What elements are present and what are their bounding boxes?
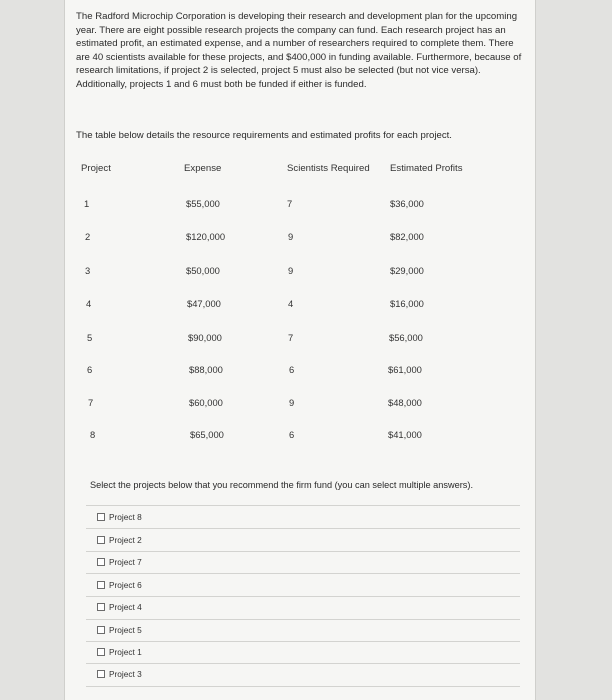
- table-intro: The table below details the resource requirements and estimated profits for each project.: [76, 130, 452, 141]
- divider: [86, 505, 520, 506]
- divider: [86, 528, 520, 529]
- option-label: Project 8: [109, 512, 142, 522]
- checkbox[interactable]: [97, 626, 105, 634]
- divider: [86, 641, 520, 642]
- option-label: Project 5: [109, 625, 142, 635]
- option-project-1[interactable]: [97, 645, 142, 659]
- cell-scientists: 6: [289, 429, 295, 440]
- header-profits: Estimated Profits: [390, 163, 463, 174]
- option-project-4[interactable]: [97, 600, 142, 614]
- divider: [86, 573, 520, 574]
- cell-project: 6: [87, 364, 93, 375]
- cell-scientists: 9: [288, 265, 294, 276]
- option-project-3[interactable]: [97, 667, 142, 681]
- header-project: Project: [81, 163, 111, 174]
- option-project-2[interactable]: [97, 533, 142, 547]
- cell-expense: $65,000: [190, 429, 224, 440]
- cell-project: 2: [85, 231, 91, 242]
- cell-profit: $56,000: [389, 332, 423, 343]
- cell-project: 4: [86, 298, 92, 309]
- checkbox[interactable]: [97, 536, 105, 544]
- checkbox[interactable]: [97, 558, 105, 566]
- checkbox[interactable]: [97, 513, 105, 521]
- checkbox[interactable]: [97, 603, 105, 611]
- divider: [86, 663, 520, 664]
- cell-profit: $48,000: [388, 397, 422, 408]
- option-label: Project 6: [109, 580, 142, 590]
- cell-expense: $88,000: [189, 364, 223, 375]
- cell-expense: $90,000: [188, 332, 222, 343]
- cell-project: 3: [85, 265, 91, 276]
- cell-profit: $16,000: [390, 298, 424, 309]
- option-label: Project 3: [109, 669, 142, 679]
- cell-expense: $47,000: [187, 298, 221, 309]
- document-page: [64, 0, 536, 700]
- cell-profit: $29,000: [390, 265, 424, 276]
- cell-project: 1: [84, 198, 90, 209]
- cell-project: 8: [90, 429, 96, 440]
- header-expense: Expense: [184, 163, 222, 174]
- cell-scientists: 6: [289, 364, 295, 375]
- problem-description: The Radford Microchip Corporation is developing their research and development plan for the upcoming year. There are eight possible research projects the company can fund. Each research project has an estimated profit, an estimated expense, and a number of researchers required to complete them. There are 40 scientists available for these projects, and $400,000 in funding available. Furthermore, because of research limitations, if project 2 is selected, project 5 must also be selected (but not vice versa). Additionally, projects 1 and 6 must both be funded if either is funded.: [76, 11, 522, 90]
- question-prompt: Select the projects below that you recommend the firm fund (you can select multiple answers).: [90, 480, 473, 490]
- cell-project: 7: [88, 397, 94, 408]
- option-project-8[interactable]: [97, 510, 142, 524]
- cell-scientists: 9: [288, 231, 294, 242]
- checkbox[interactable]: [97, 670, 105, 678]
- cell-scientists: 7: [287, 198, 293, 209]
- option-label: Project 7: [109, 557, 142, 567]
- cell-project: 5: [87, 332, 93, 343]
- option-label: Project 1: [109, 647, 142, 657]
- option-project-7[interactable]: [97, 555, 142, 569]
- cell-profit: $41,000: [388, 429, 422, 440]
- checkbox[interactable]: [97, 581, 105, 589]
- divider: [86, 686, 520, 687]
- option-label: Project 4: [109, 602, 142, 612]
- cell-expense: $120,000: [186, 231, 226, 242]
- option-project-5[interactable]: [97, 623, 142, 637]
- option-project-6[interactable]: [97, 578, 142, 592]
- cell-scientists: 7: [288, 332, 294, 343]
- divider: [86, 551, 520, 552]
- option-label: Project 2: [109, 535, 142, 545]
- checkbox[interactable]: [97, 648, 105, 656]
- divider: [86, 619, 520, 620]
- cell-expense: $60,000: [189, 397, 223, 408]
- cell-profit: $36,000: [390, 198, 424, 209]
- cell-scientists: 4: [288, 298, 294, 309]
- cell-expense: $55,000: [186, 198, 220, 209]
- header-scientists: Scientists Required: [287, 163, 370, 174]
- cell-expense: $50,000: [186, 265, 220, 276]
- cell-scientists: 9: [289, 397, 295, 408]
- divider: [86, 596, 520, 597]
- cell-profit: $82,000: [390, 231, 424, 242]
- cell-profit: $61,000: [388, 364, 422, 375]
